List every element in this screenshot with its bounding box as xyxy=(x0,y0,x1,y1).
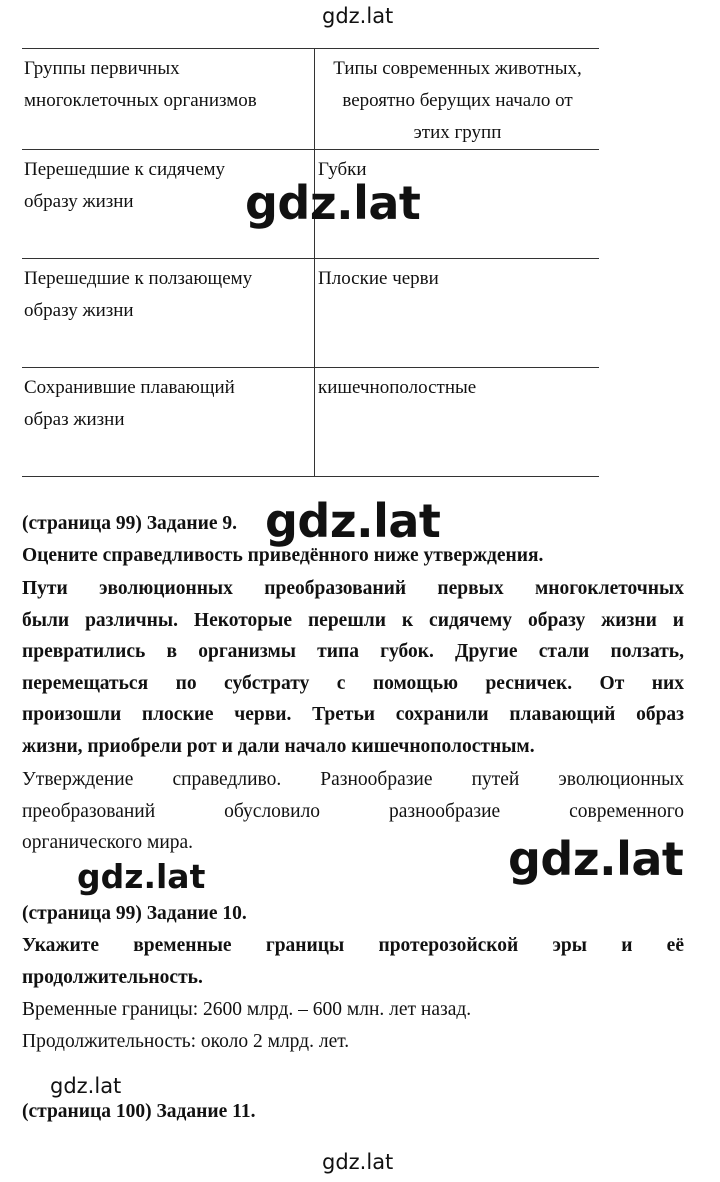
group-line2: образу жизни xyxy=(24,300,134,321)
header-col-groups xyxy=(22,49,315,150)
task10-question xyxy=(22,930,684,993)
group-line2: образ жизни xyxy=(24,409,125,430)
task11-heading: (страница 100) Задание 11. xyxy=(22,1101,256,1122)
watermark-task11: gdz.lat xyxy=(50,1074,122,1098)
statement-line: жизни, приобрели рот и дали начало кишечнополостным. xyxy=(22,735,535,757)
table-cell-type: кишечнополостные xyxy=(315,368,600,477)
table-row xyxy=(22,259,599,368)
group-line1: Перешедшие к сидячему xyxy=(24,159,226,180)
watermark-bottom: gdz.lat xyxy=(322,1150,394,1174)
header-col2-line1: Типы современных животных, xyxy=(333,58,582,79)
group-line1: Сохранившие плавающий xyxy=(24,377,235,398)
table-cell-type: Губки xyxy=(315,150,600,259)
watermark-table: gdz.lat xyxy=(245,176,421,230)
task9-question: Оцените справедливость приведённого ниже утверждения. xyxy=(22,545,544,566)
table-cell-group xyxy=(22,368,315,477)
question-line: продолжительность. xyxy=(22,966,203,988)
task10-heading: (страница 99) Задание 10. xyxy=(22,903,247,924)
table-row xyxy=(22,368,599,477)
answer-line: органического мира. xyxy=(22,832,194,853)
watermark-top: gdz.lat xyxy=(322,4,394,28)
table-header-row xyxy=(22,49,599,150)
statement-line: Пути эволюционных преобразований первых многоклеточных xyxy=(22,578,684,599)
task9-statement xyxy=(22,573,684,762)
header-col-types xyxy=(315,49,600,150)
header-col1-line2: многоклеточных организмов xyxy=(24,90,257,111)
table-cell-type: Плоские черви xyxy=(315,259,600,368)
organism-groups-table xyxy=(22,48,599,477)
table-cell-group xyxy=(22,259,315,368)
watermark-right: gdz.lat xyxy=(508,832,684,886)
answer-line: Утверждение справедливо. Разнообразие путей эволюционных xyxy=(22,769,684,790)
task10-answer-duration: Продолжительность: около 2 млрд. лет. xyxy=(22,1031,350,1052)
watermark-task9: gdz.lat xyxy=(262,498,443,544)
header-col1-line1: Группы первичных xyxy=(24,58,180,79)
task10-answer-bounds: Временные границы: 2600 млрд. – 600 млн. лет назад. xyxy=(22,999,472,1020)
watermark-left: gdz.lat xyxy=(77,857,206,896)
statement-line: произошли плоские черви. Третьи сохранили плавающий образ xyxy=(22,704,684,725)
statement-line: перемещаться по субстрату с помощью ресничек. От них xyxy=(22,672,684,694)
question-line: Укажите временные границы протерозойской эры и её xyxy=(22,935,684,956)
statement-line: были различны. Некоторые перешли к сидячему образу жизни и xyxy=(22,609,684,631)
statement-line: превратились в организмы типа губок. Другие стали ползать, xyxy=(22,641,684,662)
header-col2-line3: этих групп xyxy=(413,122,502,143)
group-line1: Перешедшие к ползающему xyxy=(24,268,253,289)
header-col2-line2: вероятно берущих начало от xyxy=(342,90,573,111)
task9-heading: (страница 99) Задание 9. xyxy=(22,513,238,534)
answer-line: преобразований обусловило разнообразие современного xyxy=(22,800,684,822)
group-line2: образу жизни xyxy=(24,191,134,212)
